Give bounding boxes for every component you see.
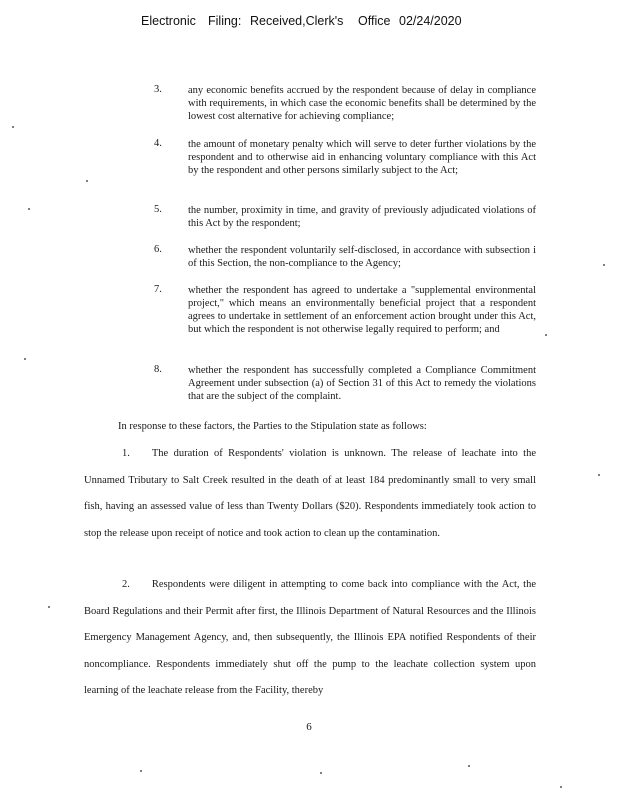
list-item-number: 4. — [154, 138, 162, 149]
scan-speck — [598, 474, 600, 476]
scan-speck — [140, 770, 142, 772]
list-item-number: 6. — [154, 244, 162, 255]
header-filing: Filing: — [208, 14, 242, 28]
list-item-number: 3. — [154, 84, 162, 95]
header-electronic: Electronic — [141, 14, 196, 28]
filing-header — [0, 14, 618, 32]
scan-speck — [468, 765, 470, 767]
scan-speck — [86, 180, 88, 182]
list-item-text: the amount of monetary penalty which will serve to deter further violations by the respondent and to otherwise aid in enhancing voluntary compliance with this Act by the respondent and other persons similarly subject to the Act; — [188, 139, 536, 176]
scan-speck — [603, 264, 605, 266]
scan-speck — [48, 606, 50, 608]
header-received-clerks: Received,Clerk's — [250, 14, 344, 28]
paragraph-number: 2. — [122, 579, 130, 590]
stipulation-intro: In response to these factors, the Parties to the Stipulation state as follows: — [118, 421, 427, 432]
list-item-text: whether the respondent voluntarily self-disclosed, in accordance with subsection i of this Section, the non-compliance to the Agency; — [188, 245, 536, 269]
list-item-number: 8. — [154, 364, 162, 375]
header-office: Office — [358, 14, 391, 28]
list-item-text: any economic benefits accrued by the respondent because of delay in compliance with requirements, in which case the economic benefits shall be determined by the lowest cost alternative for achieving compliance; — [188, 85, 536, 122]
list-item-text: whether the respondent has successfully completed a Compliance Commitment Agreement under subsection (a) of Section 31 of this Act to remedy the violations that are the subject of the complaint. — [188, 365, 536, 402]
scan-speck — [12, 126, 14, 128]
header-date: 02/24/2020 — [399, 14, 462, 28]
paragraph-text: The duration of Respondents' violation is unknown. The release of leachate into the Unnamed Tributary to Salt Creek resulted in the death of at least 184 predominantly small to very small fish, having an assessed value of less than Twenty Dollars ($20). Respondents immediately took action to stop the release upon receipt of notice and took action to clean up the contamination. — [84, 448, 536, 539]
scan-speck — [320, 772, 322, 774]
paragraph-number: 1. — [122, 448, 130, 459]
page-number: 6 — [306, 721, 312, 733]
list-item-text: whether the respondent has agreed to undertake a "supplemental environmental project," which means an environmentally beneficial project that a respondent agrees to undertake in settlement of an enforcement action brought under this Act, but which the respondent is not otherwise legally required to perform; and — [188, 285, 536, 335]
scan-speck — [560, 786, 562, 788]
scan-speck — [24, 358, 26, 360]
paragraph-text: Respondents were diligent in attempting to come back into compliance with the Act, the Board Regulations and their Permit after first, the Illinois Department of Natural Resources and the Illinois Emergency Management Agency, and, then subsequently, the Illinois EPA notified Respondents of their noncompliance. Respondents immediately shut off the pump to the leachate collection system upon learning of the leachate release from the Facility, thereby — [84, 579, 536, 696]
numbered-paragraph — [84, 441, 536, 547]
list-item-number: 7. — [154, 284, 162, 295]
numbered-paragraph — [84, 572, 536, 705]
list-item-number: 5. — [154, 204, 162, 215]
scan-speck — [545, 334, 547, 336]
scan-speck — [28, 208, 30, 210]
list-item-text: the number, proximity in time, and gravity of previously adjudicated violations of this Act by the respondent; — [188, 205, 536, 229]
